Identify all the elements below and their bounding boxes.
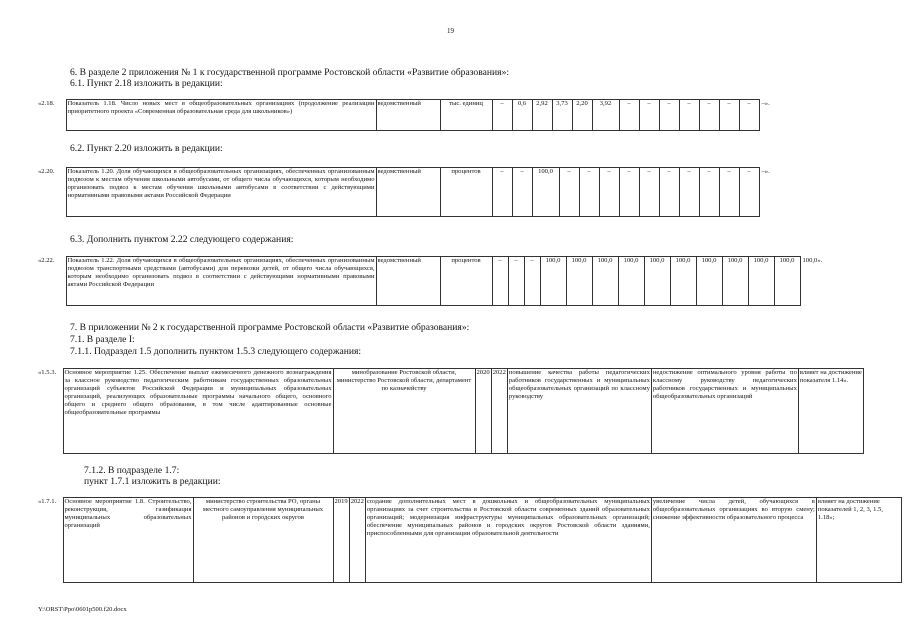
- year-value: 100,0: [540, 257, 566, 306]
- year-value: –: [492, 100, 512, 131]
- file-path-footer: Y:\ORST\Ppo\0601p500.f20.docx: [38, 606, 127, 613]
- year-value: –: [559, 168, 579, 217]
- indicator-description: Показатель 1.22. Доля обучающихся в общеобразовательных организациях, обеспеченных организованным подвозом транспортными средствами (автобусами) для перевозки детей, от общего числа обучающихся, которым необходимо организовать подвоз в соответствии с действующими нормативными правовыми актами Российской Федерации: [66, 257, 376, 306]
- row-closing: 100,0».: [802, 256, 823, 264]
- year-value: –: [512, 168, 532, 217]
- year-value: –: [679, 100, 699, 131]
- year-value: –: [492, 168, 512, 217]
- year-value: 100,0: [592, 257, 618, 306]
- year-value: 100,0: [696, 257, 722, 306]
- page-number: 19: [447, 27, 454, 35]
- indicator-table-2-18: [38, 99, 789, 131]
- year-value: –: [599, 168, 619, 217]
- end-year: 2022: [349, 498, 365, 583]
- year-value: 2,20: [572, 100, 592, 131]
- year-value: –: [579, 168, 599, 217]
- section-7-1-1-heading: 7.1.1. Подраздел 1.5 дополнить пунктом 1.5.3 следующего содержания:: [70, 346, 362, 357]
- section-7-1-2-heading: 7.1.2. В подразделе 1.7:: [84, 465, 180, 476]
- year-value: –: [699, 100, 719, 131]
- indicator-link: влияет на достижение показателей 1, 2, 3, 1.5, 1.18»;: [816, 498, 901, 583]
- year-value: –: [619, 100, 639, 131]
- year-value: –: [679, 168, 699, 217]
- section-6-1-heading: 6.1. Пункт 2.18 изложить в редакции:: [70, 78, 223, 89]
- row-number: «2.22.: [38, 256, 55, 264]
- start-year: 2019: [333, 498, 349, 583]
- year-value: –: [619, 168, 639, 217]
- indicator-type: ведомственный: [376, 168, 440, 217]
- row-closing: –».: [761, 167, 770, 175]
- year-value: –: [492, 257, 508, 306]
- section-6-heading: 6. В разделе 2 приложения № 1 к государственной программе Ростовской области «Развитие образования»:: [70, 67, 510, 78]
- row-number: «2.18.: [38, 99, 55, 107]
- expected-result: повышение качества работы педагогических работников государственных и муниципальных общеобразовательных организаций по классному руководству: [507, 369, 651, 454]
- year-value: 100,0: [644, 257, 670, 306]
- indicator-description: Показатель 1.20. Доля обучающихся в общеобразовательных организациях, обеспеченных организованным подвозом к местам обучения школьными автобусами, от общего числа обучающихся, которым необходимо организовать подвоз к местам обучения школьными автобусами в соответствии с действующими нормативными правовыми актами Российской Федерации: [66, 168, 376, 217]
- year-value: 100,0: [670, 257, 696, 306]
- section-7-1-heading: 7.1. В разделе I:: [70, 334, 135, 345]
- section-7-heading: 7. В приложении № 2 к государственной программе Ростовской области «Развитие образования»:: [70, 322, 470, 333]
- indicator-type: ведомственный: [376, 257, 440, 306]
- year-value: –: [524, 257, 540, 306]
- measure-description: Основное мероприятие 1.8. Строительство, реконструкция, газификация муниципальных образовательных организаций: [63, 498, 193, 583]
- year-value: 100,0: [748, 257, 774, 306]
- year-value: –: [639, 168, 659, 217]
- row-number: «1.5.3.: [38, 368, 57, 376]
- expected-result: создание дополнительных мест в дошкольных и общеобразовательных муниципальных организациях за счет строительства в Ростовской области современных зданий образовательных организаций; модернизация инфраструктуры муниципальных образовательных организаций; обеспечение муниципальных районов и городских округов Ростовской области зданиями, приспособленными для организации образовательной деятельности: [365, 498, 651, 583]
- year-value: –: [719, 168, 739, 217]
- non-implementation-consequence: недостижение оптимального уровня работы по классному руководству педагогических работников государственных и муниципальных общеобразовательных организаций: [651, 369, 798, 454]
- indicator-unit: процентов: [440, 168, 492, 217]
- year-value: 100,0: [774, 257, 800, 306]
- year-value: –: [659, 100, 679, 131]
- section-6-2-heading: 6.2. Пункт 2.20 изложить в редакции:: [70, 143, 223, 154]
- year-value: 100,0: [618, 257, 644, 306]
- measure-executor: министерство строительства РО, органы местного самоуправления муниципальных районов и городских округов: [193, 498, 333, 583]
- row-number: «2.20.: [38, 167, 55, 175]
- measure-description: Основное мероприятие 1.25. Обеспечение выплат ежемесячного денежного вознаграждения за классное руководство педагогическим работникам государственных образовательных организаций субъектов Российской Федерации и муниципальных образовательных организаций, реализующих образовательные программы начального общего, основного общего и среднего общего образования, в том числе адаптированные основные общеобразовательные программы: [63, 369, 333, 454]
- year-value: –: [659, 168, 679, 217]
- start-year: 2020: [475, 369, 491, 454]
- year-value: –: [508, 257, 524, 306]
- year-value: –: [739, 168, 759, 217]
- year-value: –: [699, 168, 719, 217]
- row-number: «1.7.1.: [38, 497, 57, 505]
- row-closing: –».: [761, 99, 770, 107]
- indicator-unit: тыс. единиц: [440, 100, 492, 131]
- year-value: 100,0: [566, 257, 592, 306]
- year-value: 3,92: [592, 100, 619, 131]
- year-value: –: [719, 100, 739, 131]
- year-value: 100,0: [532, 168, 559, 217]
- measure-executor: минобразование Ростовской области, министерство Ростовской области, департамент по казначейству: [333, 369, 475, 454]
- year-value: –: [639, 100, 659, 131]
- indicator-table-2-22: [38, 256, 835, 306]
- indicator-type: ведомственный: [376, 100, 440, 131]
- indicator-unit: процентов: [440, 257, 492, 306]
- indicator-link: влияет на достижение показателя 1.14».: [798, 369, 863, 454]
- section-6-3-heading: 6.3. Дополнить пунктом 2.22 следующего содержания:: [70, 234, 294, 245]
- year-value: 2,92: [532, 100, 552, 131]
- non-implementation-consequence: увеличение числа детей, обучающихся в общеобразовательных организациях во вторую смену; снижение эффективности образовательного процесса: [651, 498, 816, 583]
- end-year: 2022: [491, 369, 507, 454]
- indicator-table-2-20: [38, 167, 789, 217]
- measure-table-1-7-1: [38, 497, 902, 583]
- indicator-description: Показатель 1.18. Число новых мест в общеобразовательных организациях (продолжение реализации приоритетного проекта «Современная образовательная среда для школьников»): [66, 100, 376, 131]
- year-value: 100,0: [722, 257, 748, 306]
- measure-table-1-5-3: [38, 368, 864, 454]
- year-value: –: [739, 100, 759, 131]
- year-value: 3,73: [552, 100, 572, 131]
- section-7-1-2-subheading: пункт 1.7.1 изложить в редакции:: [84, 476, 221, 487]
- year-value: 0,6: [512, 100, 532, 131]
